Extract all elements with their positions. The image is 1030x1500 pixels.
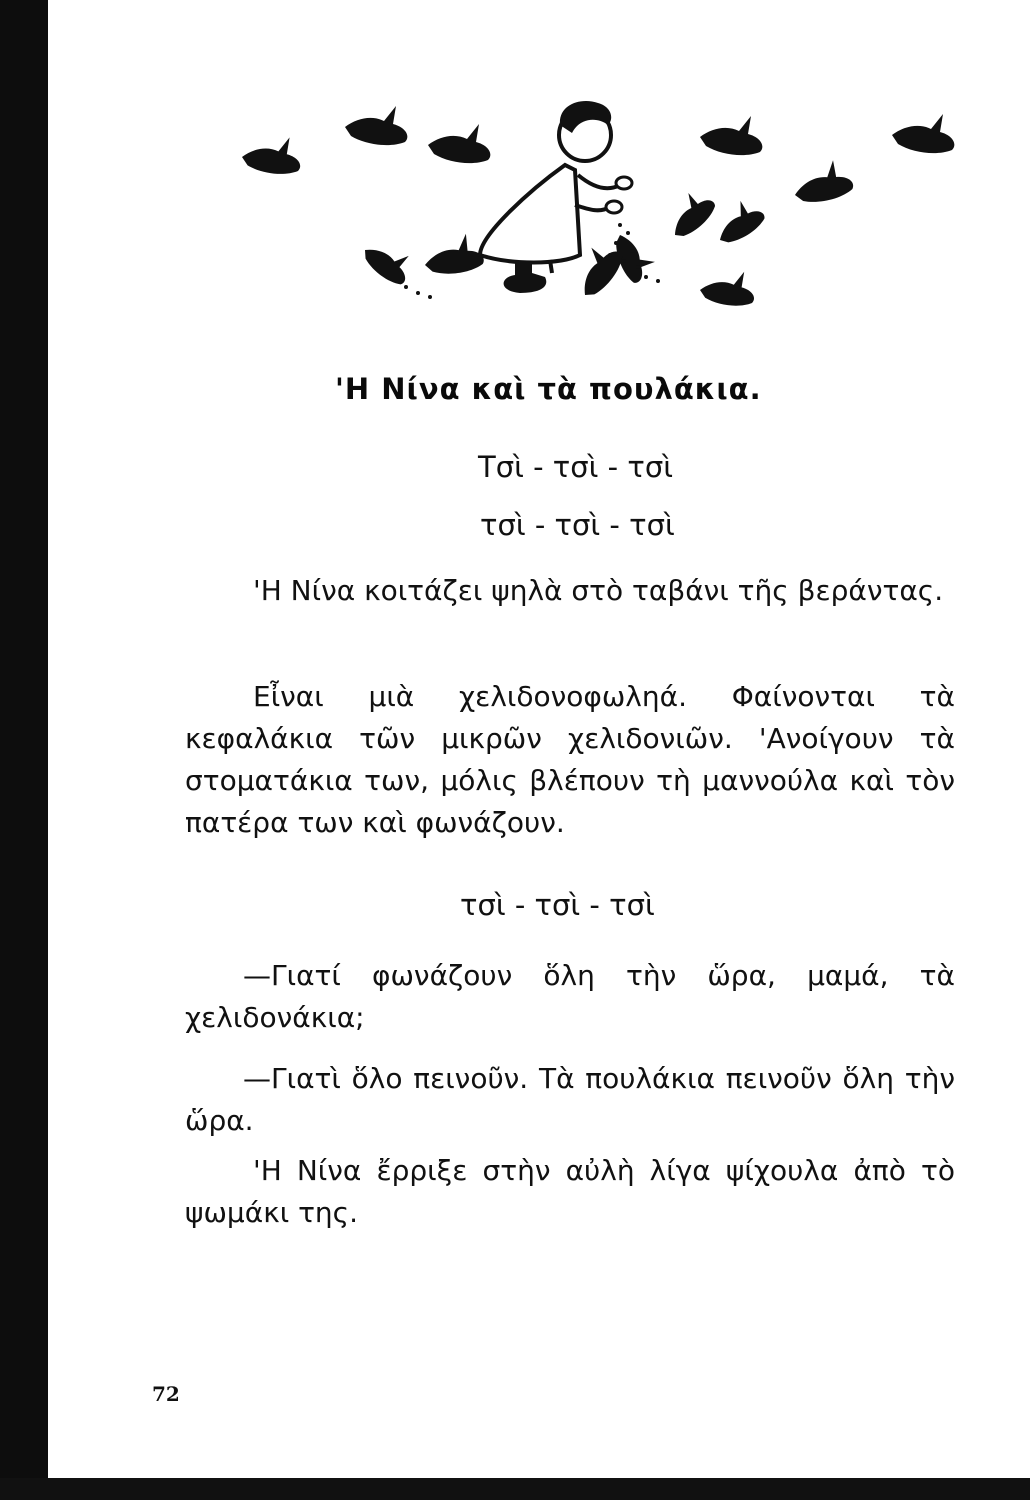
bird-icon (420, 231, 486, 281)
girl-feeding-birds-illustration (180, 95, 960, 345)
paragraph: 'Η Νίνα ἔρριξε στὴν αὐλὴ λίγα ψίχουλα ἀπὸ τὸ ψωμάκι της. (185, 1154, 955, 1229)
bird-icon (242, 137, 300, 174)
page-number: 72 (152, 1382, 180, 1406)
paragraph: 'Η Νίνα κοιτάζει ψηλὰ στὸ ταβάνι τῆς βεράντας. (253, 574, 944, 607)
bird-icon (358, 235, 417, 287)
bird-icon (662, 186, 718, 244)
scan-border-left (0, 0, 48, 1500)
story-title: 'Η Νίνα καὶ τὰ πουλάκια. (335, 372, 762, 406)
chirp-line: Τσὶ - τσὶ - τσὶ (478, 450, 674, 484)
paragraph: —Γιατὶ ὅλο πεινοῦν. Τὰ πουλάκια πεινοῦν ὅλη τὴν ὥρα. (185, 1062, 955, 1137)
bird-icon (345, 106, 407, 145)
bird-icon (892, 114, 954, 153)
bird-icon (788, 157, 855, 211)
chirp-line: τσὶ - τσὶ - τσὶ (480, 508, 675, 542)
bird-icon (700, 116, 762, 155)
bird-icon (700, 272, 754, 306)
chirp-line: τσὶ - τσὶ - τσὶ (460, 888, 655, 922)
bird-icon (709, 195, 767, 251)
paragraph: —Γιατί φωνάζουν ὅλη τὴν ὥρα, μαμά, τὰ χελιδονάκια; (185, 959, 955, 1034)
paragraph: Εἶναι μιὰ χελιδονοφωληά. Φαίνονται τὰ κεφαλάκια τῶν μικρῶν χελιδονιῶν. 'Ανοίγουν τὰ στοματάκια των, μόλις βλέπουν τὴ μαννούλα καὶ τὸν πατέρα των καὶ φωνάζουν. (185, 680, 955, 839)
bird-icon (428, 124, 490, 163)
scan-border-bottom (0, 1478, 1030, 1500)
